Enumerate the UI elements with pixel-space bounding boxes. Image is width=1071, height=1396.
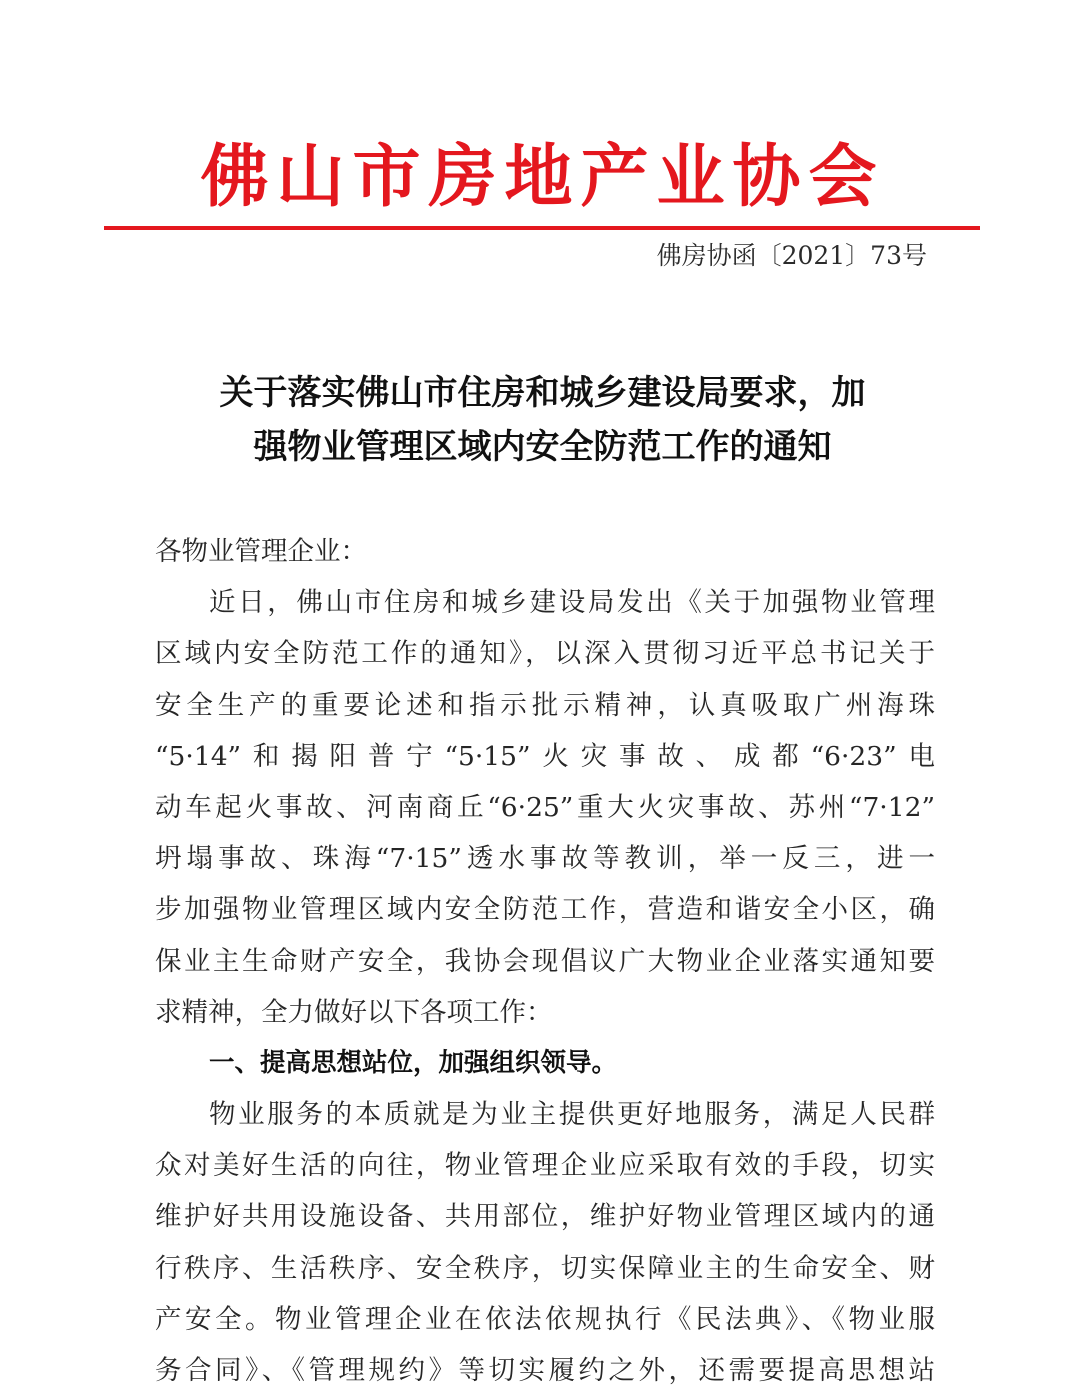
salutation: 各物业管理企业： bbox=[155, 536, 367, 567]
paragraph-line: 步加强物业管理区域内安全防范工作，营造和谐安全小区，确 bbox=[155, 894, 935, 926]
paragraph-line: 务合同》、《管理规约》等切实履约之外，还需要提高思想站 bbox=[155, 1355, 935, 1386]
letterhead-org-name: 佛山市房地产业协会 bbox=[200, 137, 885, 217]
paragraph-line: 动车起火事故、河南商丘“6·25”重大火灾事故、苏州“7·12” bbox=[155, 791, 935, 823]
paragraph-line: 保业主生命财产安全，我协会现倡议广大物业企业落实通知要 bbox=[155, 945, 935, 977]
document-body bbox=[155, 526, 935, 1396]
paragraph-line: 近日，佛山市住房和城乡建设局发出《关于加强物业管理 bbox=[209, 587, 935, 619]
paragraph-line: 产安全。物业管理企业在依法依规执行《民法典》、《物业服 bbox=[155, 1303, 935, 1335]
document-title bbox=[150, 366, 935, 474]
section-heading: 一、提高思想站位，加强组织领导。 bbox=[209, 1047, 618, 1078]
paragraph-line: 求精神，全力做好以下各项工作： bbox=[155, 996, 553, 1028]
paragraph-line: 行秩序、生活秩序、安全秩序，切实保障业主的生命安全、财 bbox=[155, 1252, 935, 1284]
paragraph-line: 坍塌事故、珠海“7·15”透水事故等教训，举一反三，进一 bbox=[155, 843, 935, 875]
document-number: 佛房协函〔2021〕73号 bbox=[656, 241, 927, 270]
paragraph-line: 区域内安全防范工作的通知》，以深入贯彻习近平总书记关于 bbox=[155, 638, 935, 670]
document-title-line-1: 关于落实佛山市住房和城乡建设局要求，加 bbox=[219, 373, 866, 413]
paragraph-line: 众对美好生活的向往，物业管理企业应采取有效的手段，切实 bbox=[155, 1150, 935, 1182]
paragraph-line: 物业服务的本质就是为业主提供更好地服务，满足人民群 bbox=[209, 1099, 935, 1131]
document-title-line-2: 强物业管理区域内安全防范工作的通知 bbox=[253, 427, 832, 467]
paragraph-line: 维护好共用设施设备、共用部位，维护好物业管理区域内的通 bbox=[155, 1201, 935, 1233]
paragraph-line: “5·14”和揭阳普宁“5·15”火灾事故、成都“6·23”电 bbox=[155, 740, 935, 772]
letterhead-red-rule bbox=[104, 226, 980, 230]
paragraph-line: 安全生产的重要论述和指示批示精神，认真吸取广州海珠 bbox=[155, 689, 935, 721]
